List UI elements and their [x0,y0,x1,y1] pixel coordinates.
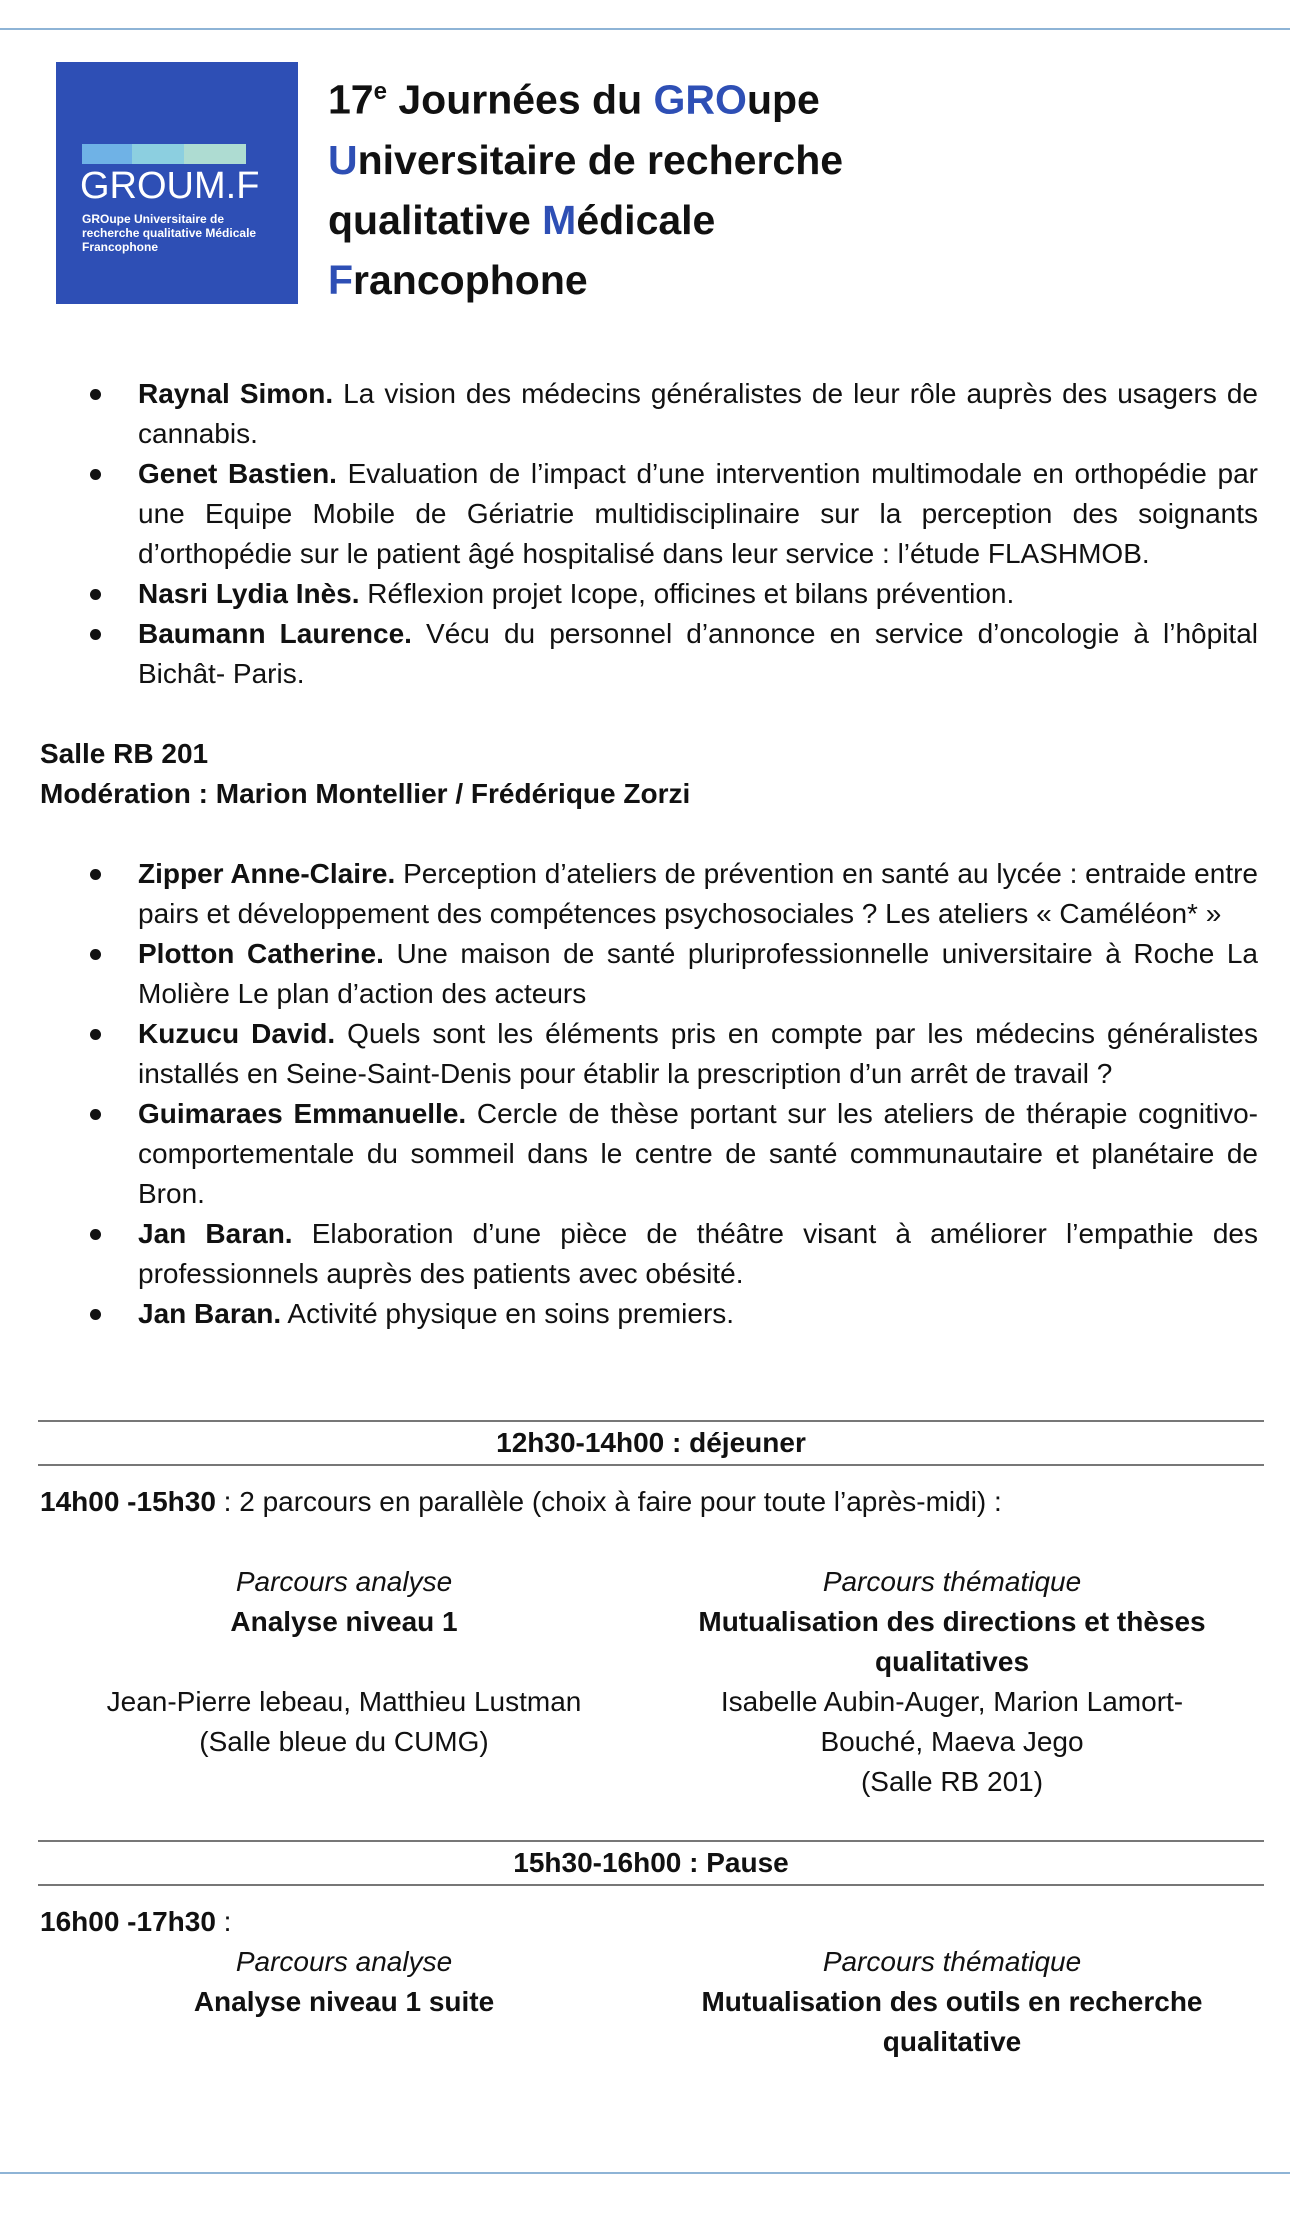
title-text: 17 [328,76,374,123]
title-text: Journées du [386,76,654,123]
talk-title: Elaboration d’une pièce de théâtre visant à améliorer l’empathie des professionnels auprès des patients avec obésité. [138,1218,1259,1289]
title-text: niversitaire de recherche [357,136,844,183]
title-text: e [373,78,387,105]
track-label: Parcours thématique [822,1946,1082,1977]
title-initial: F [328,256,354,303]
talk-author: Baumann Laurence. [138,618,412,649]
bottom-rule [0,2172,1290,2174]
talk-author: Genet Bastien. [138,458,337,489]
talk-title: Evaluation de l’impact d’une intervention multimodale en orthopédie par une Equipe Mobile de Gériatrie multidisciplinaire sur la perception des soignants d’orthopédie sur le patient âgé hospitalisé dans leur service : l’étude FLASHMOB. [138,458,1258,569]
slot-time: 14h00 -15h30 [40,1486,216,1517]
talk-item [40,1214,1258,1294]
title-line [328,62,1028,130]
slot-description: : 2 parcours en parallèle (choix à faire pour toute l’après-midi) : [215,1486,1002,1517]
talk-item [40,1294,1258,1334]
title-initial: U [328,136,358,183]
title-line [328,130,1028,190]
title-text: rancophone [353,256,588,303]
pause-band: 15h30-16h00 : Pause [38,1840,1264,1886]
track-label: Parcours analyse [235,1566,453,1597]
bullet-icon [90,869,101,880]
track-room: (Salle RB 201) [860,1766,1044,1797]
talk-title: Vécu du personnel d’annonce en service d’oncologie à l’hôpital Bichât- Paris. [138,618,1258,689]
afternoon-slot-2 [40,1902,231,1942]
talk-list [40,854,1258,1334]
talk-author: Nasri Lydia Inès. [138,578,360,609]
program-content [40,374,1258,1334]
talk-item [40,1094,1258,1214]
bullet-icon [90,1109,101,1120]
logo-subtitle-line: recherche qualitative Médicale [82,226,257,240]
track-people: Jean-Pierre lebeau, Matthieu Lustman [106,1686,582,1717]
logo-word: GROUM.F [80,165,260,207]
talk-item [40,854,1258,934]
top-rule [0,28,1290,30]
talk-author: Guimaraes Emmanuelle. [138,1098,467,1129]
bullet-icon [90,949,101,960]
talk-title: Réflexion projet Icope, officines et bilans prévention. [359,578,1015,609]
logo-subtitle-line: Francophone [82,240,159,254]
bullet-icon [90,389,101,400]
track-title: Analyse niveau 1 suite [193,1986,495,2017]
title-initial: M [542,196,577,243]
title-text: qualitative [328,196,543,243]
track-people: Isabelle Aubin-Auger, Marion Lamort-Bouché, Maeva Jego [720,1686,1184,1757]
talk-item [40,614,1258,694]
page-title [328,62,1028,310]
session-room: Salle RB 201 [40,738,209,769]
bullet-icon [90,629,101,640]
track-title: Mutualisation des directions et thèses qualitatives [698,1606,1206,1677]
talk-title: Une maison de santé pluriprofessionnelle universitaire à Roche La Molière Le plan d’action des acteurs [138,938,1258,1009]
bullet-icon [90,1309,101,1320]
slot-description: : [215,1906,232,1937]
talk-item [40,454,1258,574]
track-analyse [64,1562,624,1762]
logo-subtitle-line: GROupe Universitaire de [82,212,225,226]
talk-author: Plotton Catherine. [138,938,384,969]
talk-author: Raynal Simon. [138,378,334,409]
talk-title: Perception d’ateliers de prévention en santé au lycée : entraide entre pairs et développement des compétences psychosociales ? Les ateliers « Caméléon* » [138,858,1258,929]
title-line [328,250,1028,310]
talk-author: Jan Baran. [138,1298,282,1329]
groum-f-logo [56,62,298,304]
talk-item [40,934,1258,1014]
track-room: (Salle bleue du CUMG) [199,1726,489,1757]
talk-author: Kuzucu David. [138,1018,336,1049]
session-moderation: Modération : Marion Montellier / Frédérique Zorzi [40,778,691,809]
afternoon-slot-1 [40,1482,1002,1522]
slot-time: 16h00 -17h30 [40,1906,216,1937]
talk-author: Zipper Anne-Claire. [138,858,396,889]
bullet-icon [90,469,101,480]
talk-item [40,1014,1258,1094]
track-thematique [672,1562,1232,1802]
talk-author: Jan Baran. [138,1218,293,1249]
logo-bar [82,144,132,164]
bullet-icon [90,589,101,600]
talk-item [40,574,1258,614]
bullet-icon [90,1029,101,1040]
track-label: Parcours analyse [235,1946,453,1977]
talk-title: Activité physique en soins premiers. [281,1298,735,1329]
talk-list [40,374,1258,694]
talk-title: Cercle de thèse portant sur les ateliers de thérapie cognitivo-comportementale du sommeil dans le centre de santé communautaire et planétaire de Bron. [138,1098,1258,1209]
logo-subtitle [82,212,292,254]
logo-bar [132,144,184,164]
title-initial: GRO [653,76,747,123]
track-thematique-2 [672,1942,1232,2062]
logo-bar [184,144,246,164]
bullet-icon [90,1229,101,1240]
track-title: Mutualisation des outils en recherche qualitative [701,1986,1203,2057]
talk-title: La vision des médecins généralistes de leur rôle auprès des usagers de cannabis. [138,378,1259,449]
title-text: édicale [576,196,716,243]
title-text: upe [746,76,820,123]
talk-item [40,374,1258,454]
lunch-break-band: 12h30-14h00 : déjeuner [38,1420,1264,1466]
track-analyse-2 [64,1942,624,2022]
title-line [328,190,1028,250]
track-label: Parcours thématique [822,1566,1082,1597]
track-title: Analyse niveau 1 [230,1606,458,1637]
talk-title: Quels sont les éléments pris en compte par les médecins généralistes installés en Seine-Saint-Denis pour établir la prescription d’un arrêt de travail ? [138,1018,1258,1089]
